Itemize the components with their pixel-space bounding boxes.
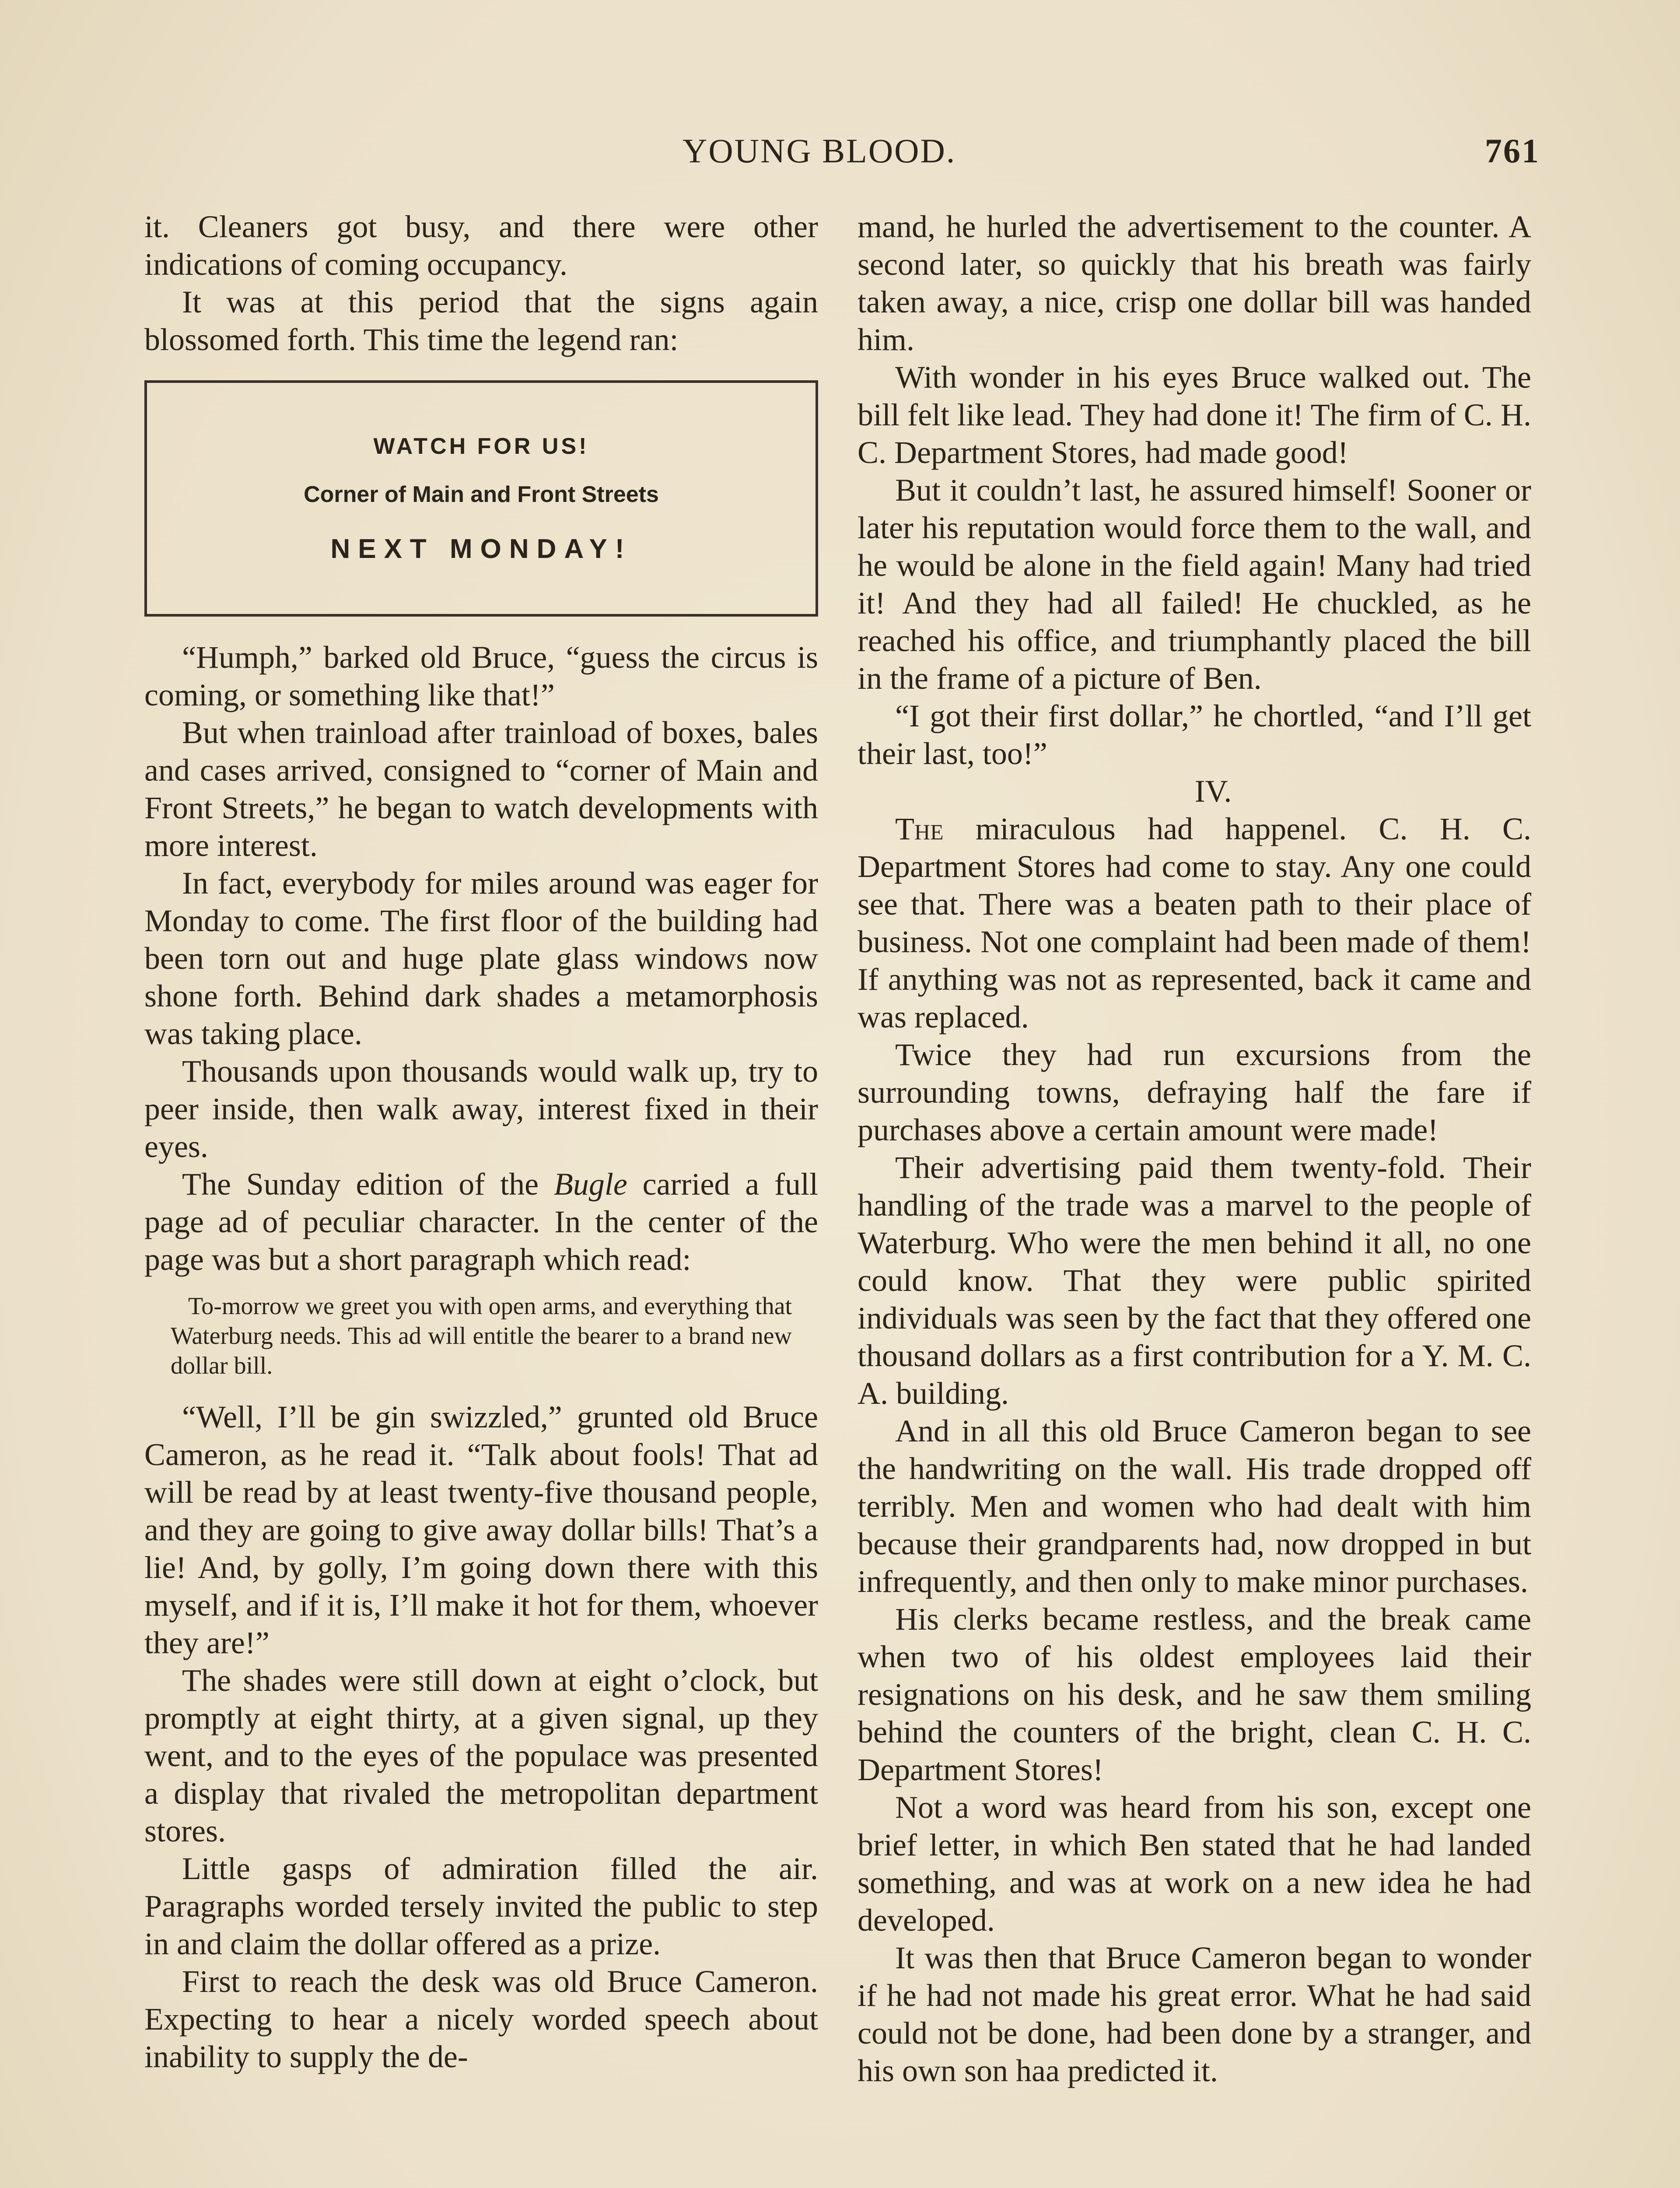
text-run: carried a full page ad of peculiar character. In the center of the page was but a short paragraph which read: bbox=[144, 1167, 818, 1277]
paragraph: And in all this old Bruce Cameron began to see the handwriting on the wall. His trade dropped off terribly. Men and women who had dealt with him because their grandparents had, now dropped in but infrequently, and then only to make minor purchases. bbox=[858, 1413, 1531, 1599]
running-head bbox=[682, 131, 1540, 179]
right-column bbox=[858, 208, 1531, 2090]
paragraph: It was at this period that the signs again blossomed forth. This time the legend ran: bbox=[144, 284, 818, 357]
section-heading: IV. bbox=[1194, 774, 1232, 809]
paragraph: “Well, I’ll be gin swizzled,” grunted old Bruce Cameron, as he read it. “Talk about fools! That ad will be read by at least twenty-five thousand people, and they are going to give away dollar bills! That’s a lie! And, by golly, I’m going down there with this myself, and if it is, I’ll make it hot for them, whoever they are!” bbox=[144, 1399, 818, 1660]
sign-legend-box bbox=[144, 380, 818, 617]
paragraph bbox=[858, 810, 1531, 1036]
sign-line-1: WATCH FOR US! bbox=[373, 434, 589, 459]
running-title: YOUNG BLOOD. bbox=[682, 132, 956, 170]
left-column bbox=[144, 208, 818, 2076]
text-run: The Sunday edition of the bbox=[182, 1167, 554, 1202]
lead-word: The bbox=[895, 811, 944, 846]
paragraph: It was then that Bruce Cameron began to wonder if he had not made his great error. What he had said could not be done, had been done by a stranger, and his own son haa predicted it. bbox=[858, 1940, 1531, 2088]
paragraph: In fact, everybody for miles around was eager for Monday to come. The first floor of the building had been torn out and huge plate glass windows now shone forth. Behind dark shades a metamorphosis was taking place. bbox=[144, 866, 818, 1051]
paragraph: it. Cleaners got busy, and there were other indications of coming occupancy. bbox=[144, 209, 818, 282]
paragraph: Thousands upon thousands would walk up, try to peer inside, then walk away, interest fixed in their eyes. bbox=[144, 1054, 818, 1164]
quoted-ad-text: To-morrow we greet you with open arms, and everything that Waterburg needs. This ad will entitle the bearer to a brand new dollar bill. bbox=[171, 1293, 792, 1379]
paragraph: Twice they had run excursions from the surrounding towns, defraying half the fare if purchases above a certain amount were made! bbox=[858, 1037, 1531, 1147]
paragraph: With wonder in his eyes Bruce walked out. The bill felt like lead. They had done it! The firm of C. H. C. Department Stores, had made good! bbox=[858, 360, 1531, 470]
paragraph: The shades were still down at eight o’clock, but promptly at eight thirty, at a given signal, up they went, and to the eyes of the populace was presented a display that rivaled the metropolitan department stores. bbox=[144, 1663, 818, 1848]
paragraph: “Humph,” barked old Bruce, “guess the circus is coming, or something like that!” bbox=[144, 640, 818, 712]
paragraph: First to reach the desk was old Bruce Cameron. Expecting to hear a nicely worded speech about inability to supply the de- bbox=[144, 1964, 818, 2074]
text-run: miraculous had happenel. C. H. C. Department Stores had come to stay. Any one could see that. There was a beaten path to their place of business. Not one complaint had been made of them! If anything was not as represented, back it came and was replaced. bbox=[858, 811, 1531, 1034]
paragraph: But it couldn’t last, he assured himself! Sooner or later his reputation would force them to the wall, and he would be alone in the field again! Many had tried it! And they had all failed! He chuckled, as he reached his office, and triumphantly placed the bill in the frame of a picture of Ben. bbox=[858, 473, 1531, 696]
paragraph: His clerks became restless, and the break came when two of his oldest employees laid their resignations on his desk, and he saw them smiling behind the counters of the bright, clean C. H. C. Department Stores! bbox=[858, 1602, 1531, 1787]
paragraph: “I got their first dollar,” he chortled, “and I’ll get their last, too!” bbox=[858, 698, 1531, 771]
paragraph: mand, he hurled the advertisement to the counter. A second later, so quickly that his breath was fairly taken away, a nice, crisp one dollar bill was handed him. bbox=[858, 209, 1531, 357]
newspaper-name: Bugle bbox=[553, 1167, 627, 1202]
paragraph: Little gasps of admiration filled the air. Paragraphs worded tersely invited the public to step in and claim the dollar offered as a prize. bbox=[144, 1851, 818, 1961]
paragraph bbox=[144, 1165, 818, 1278]
paragraph: But when trainload after trainload of boxes, bales and cases arrived, consigned to “corner of Main and Front Streets,” he began to watch developments with more interest. bbox=[144, 715, 818, 863]
sign-line-2: Corner of Main and Front Streets bbox=[304, 482, 659, 507]
paragraph: Their advertising paid them twenty-fold. Their handling of the trade was a marvel to the people of Waterburg. Who were the men behind it all, no one could know. That they were public spirited individuals was seen by the fact that they offered one thousand dollars as a first contribution for a Y. M. C. A. building. bbox=[858, 1150, 1531, 1411]
page-number: 761 bbox=[1485, 132, 1540, 170]
sign-line-3: NEXT MONDAY! bbox=[330, 534, 632, 564]
paragraph: Not a word was heard from his son, except one brief letter, in which Ben stated that he had landed something, and was at work on a new idea he had developed. bbox=[858, 1790, 1531, 1938]
